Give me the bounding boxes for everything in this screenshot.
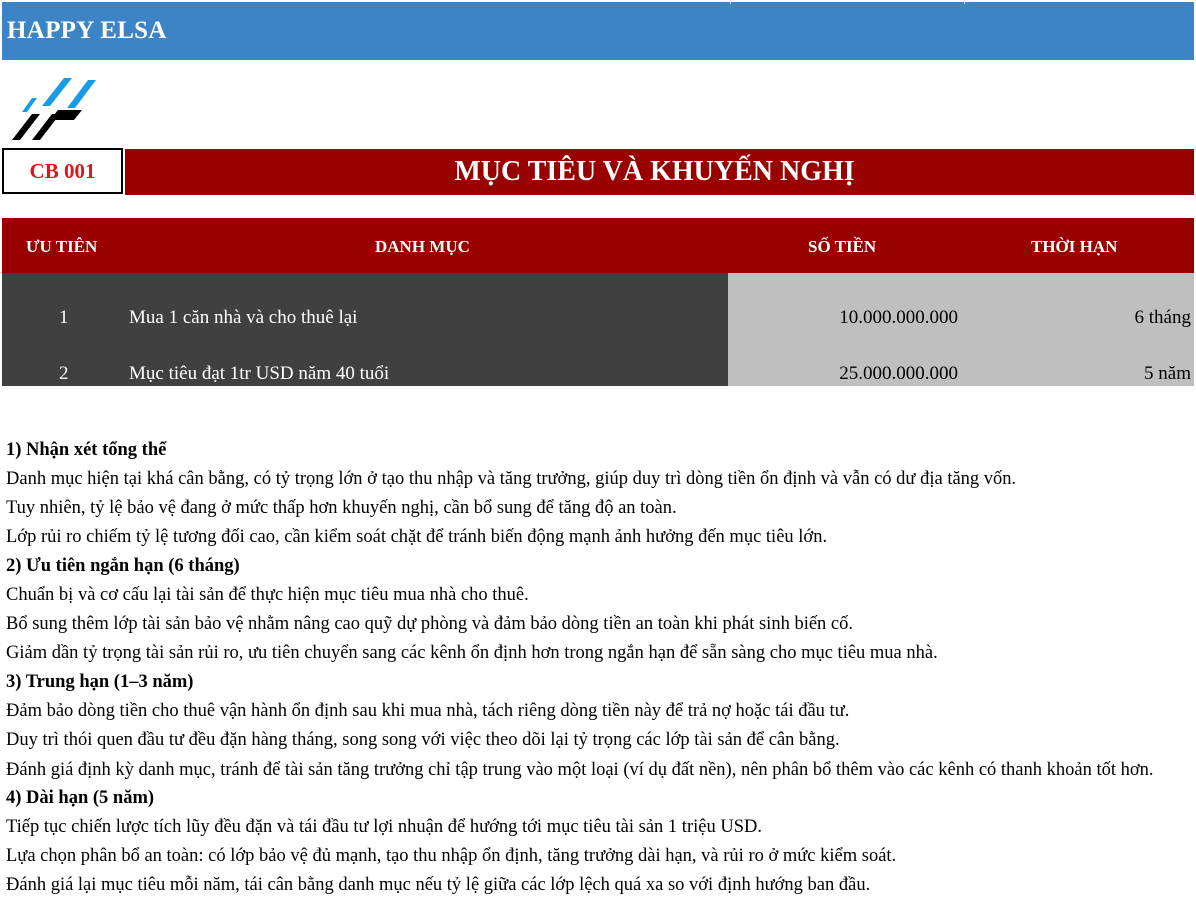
row-term: 6 tháng [1134,307,1191,328]
recommendations-text [6,436,1192,900]
section-heading: 2) Ưu tiên ngắn hạn (6 tháng) [6,556,240,576]
table-body-right [728,273,1194,386]
cell-gridline [964,2,965,4]
col-term-header: THỜI HẠN [1031,237,1118,256]
note-line: Giảm dần tỷ trọng tài sản rủi ro, ưu tiên chuyển sang các kênh ổn định hơn trong ngắn hạn để sẵn sàng cho mục tiêu mua nhà. [6,643,938,663]
col-category-header: DANH MỤC [375,237,470,256]
note-line: Tuy nhiên, tỷ lệ bảo vệ đang ở mức thấp hơn khuyến nghị, cần bổ sung để tăng độ an toàn. [6,498,677,518]
note-line: Đảm bảo dòng tiền cho thuê vận hành ổn định sau khi mua nhà, tách riêng dòng tiền này để trả nợ hoặc tái đầu tư. [6,701,850,721]
row-amount: 25.000.000.000 [839,363,958,384]
col-amount-header: SỐ TIỀN [808,237,877,256]
header-bar [2,2,1194,60]
page-title: MỤC TIÊU VÀ KHUYẾN NGHỊ [125,149,1194,195]
note-line: Chuẩn bị và cơ cấu lại tài sản để thực hiện mục tiêu mua nhà cho thuê. [6,585,529,605]
note-line: Duy trì thói quen đầu tư đều đặn hàng tháng, song song với việc theo dõi lại tỷ trọng các lớp tài sản để cân bằng. [6,730,840,750]
row-priority: 2 [59,363,69,384]
cell-gridline [730,2,731,4]
row-category: Mục tiêu đạt 1tr USD năm 40 tuổi [129,363,390,384]
note-line: Lựa chọn phân bổ an toàn: có lớp bảo vệ đủ mạnh, tạo thu nhập ổn định, tăng trưởng dài hạn, và rủi ro ở mức kiểm soát. [6,846,897,866]
row-priority: 1 [59,307,69,328]
section-heading: 3) Trung hạn (1–3 năm) [6,672,194,692]
section-heading: 1) Nhận xét tổng thể [6,440,167,460]
section-heading: 4) Dài hạn (5 năm) [6,788,155,808]
note-line: Đánh giá lại mục tiêu mỗi năm, tái cân bằng danh mục nếu tỷ lệ giữa các lớp lệch quá xa so với định hướng ban đầu. [6,875,871,895]
row-category: Mua 1 căn nhà và cho thuê lại [129,307,358,328]
row-term: 5 năm [1144,363,1191,384]
slanted-stripes-logo-icon [10,74,100,144]
document-code: CB 001 [2,148,123,194]
table-header [2,218,1194,273]
row-amount: 10.000.000.000 [839,307,958,328]
note-line: Lớp rủi ro chiếm tỷ lệ tương đối cao, cần kiểm soát chặt để tránh biến động mạnh ảnh hưởng đến mục tiêu lớn. [6,527,828,547]
brand-title: HAPPY ELSA [7,17,167,44]
note-line: Tiếp tục chiến lược tích lũy đều đặn và tái đầu tư lợi nhuận để hướng tới mục tiêu tài sản 1 triệu USD. [6,817,762,837]
note-line: Bổ sung thêm lớp tài sản bảo vệ nhằm nâng cao quỹ dự phòng và đảm bảo dòng tiền an toàn khi phát sinh biến cố. [6,614,854,634]
note-line: Danh mục hiện tại khá cân bằng, có tỷ trọng lớn ở tạo thu nhập và tăng trưởng, giúp duy trì dòng tiền ổn định và vẫn có dư địa tăng vốn. [6,469,1017,489]
note-line: Đánh giá định kỳ danh mục, tránh để tài sản tăng trưởng chỉ tập trung vào một loại (ví dụ đất nền), nên phân bổ thêm vào các kênh có thanh khoản tốt hơn. [6,760,1154,780]
col-priority-header: ƯU TIÊN [26,237,98,256]
